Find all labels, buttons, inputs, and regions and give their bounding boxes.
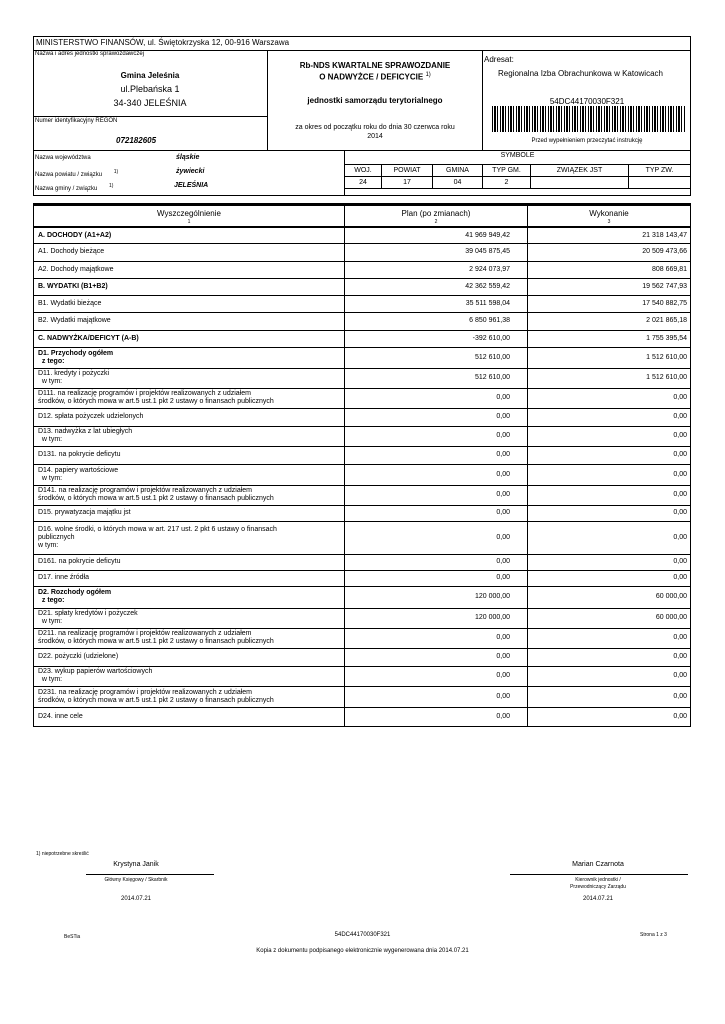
row-label-line: A2. Dochody majątkowe [38, 266, 114, 273]
table-row [34, 686, 690, 707]
symbol-header: WOJ. [345, 165, 382, 177]
row-label-line: A1. Dochody bieżące [38, 248, 105, 255]
report-year: 2014 [367, 133, 383, 140]
row-label-line: D15. prywatyzacja majątku jst [38, 509, 131, 516]
row-exec-value: 20 509 473,66 [642, 248, 687, 255]
row-label-line: D161. na pokrycie deficytu [38, 558, 121, 565]
table-row [34, 426, 690, 446]
divider [33, 150, 691, 151]
pow-label-text: Nazwa powiatu / związku [35, 172, 103, 178]
table-bottom [33, 726, 691, 727]
report-period: za okres od początku roku do dnia 30 czerwca roku [295, 124, 455, 131]
row-label-line: B. WYDATKI (B1+B2) [38, 283, 108, 290]
row-exec-value: 0,00 [673, 713, 687, 720]
table-row [34, 464, 690, 485]
footnote-mark: 1) [425, 72, 431, 78]
row-label-line: D12. spłata pożyczek udzielonych [38, 413, 144, 420]
signature-line-2 [510, 874, 688, 875]
instruction-note: Przed wypełnieniem przeczytać instrukcję [531, 138, 643, 144]
signature-role-1: Główny Księgowy / Skarbnik [104, 877, 168, 883]
footnote-mark: 1) [113, 169, 119, 175]
table-row [34, 485, 690, 505]
row-label [38, 713, 338, 721]
footer-copy-note: Kopia z dokumentu podpisanego elektronicznie wygenerowana dnia 2014.07.21 [256, 948, 469, 954]
row-label-line: D22. pożyczki (udzielone) [38, 653, 119, 660]
row-label [38, 589, 338, 605]
row-label-line: D14. papiery wartościowe [38, 467, 119, 474]
row-label-line: środków, o których mowa w art.5 ust.1 pkt 2 ustawy o finansach publicznych [38, 638, 274, 645]
table-row [34, 408, 690, 426]
row-exec-value: 1 512 610,00 [646, 354, 687, 361]
row-label-line: D11. kredyty i pożyczki [38, 370, 110, 377]
footnote-mark: 1) [109, 183, 114, 189]
footer-left: BeSTia [64, 934, 81, 940]
row-label-line: w tym: [38, 618, 63, 625]
row-label [38, 668, 338, 684]
table-row [34, 608, 690, 628]
row-exec-value: 0,00 [673, 653, 687, 660]
row-exec-value: 0,00 [673, 432, 687, 439]
divider [344, 204, 345, 726]
table-row [34, 505, 690, 521]
row-label-line: D24. inne cele [38, 713, 83, 720]
row-label [38, 610, 338, 626]
row-plan-value: 0,00 [496, 558, 510, 565]
row-plan-value: 39 045 875,45 [465, 248, 510, 255]
report-subtitle: jednostki samorządu terytorialnego [307, 96, 443, 105]
footnote: 1) niepotrzebne skreślić [36, 851, 89, 857]
row-label [38, 283, 338, 291]
table-header-top [33, 204, 691, 206]
row-label [38, 266, 338, 274]
signature-name-2: Marian Czarnota [572, 861, 624, 868]
unit-name: Gmina Jeleśnia [120, 71, 180, 80]
row-label-line: B1. Wydatki bieżące [38, 300, 102, 307]
row-plan-value: 0,00 [496, 509, 510, 516]
row-plan-value: 6 850 961,38 [469, 317, 510, 324]
row-label [38, 689, 338, 705]
symbol-value: 04 [433, 177, 483, 189]
row-exec-value: 19 562 747,93 [642, 283, 687, 290]
symbol-header: POWIAT [382, 165, 433, 177]
row-label [38, 390, 338, 406]
row-plan-value: 35 511 598,04 [465, 300, 510, 307]
table-row [34, 446, 690, 464]
row-label-line: D141. na realizację programów i projektów realizowanych z udziałem [38, 487, 252, 494]
row-label-line: D21. spłaty kredytów i pożyczek [38, 610, 138, 617]
row-plan-value: 0,00 [496, 672, 510, 679]
row-plan-value: 0,00 [496, 534, 510, 541]
row-label [38, 428, 338, 444]
row-plan-value: 42 362 559,42 [465, 283, 510, 290]
row-label [38, 413, 338, 421]
report-title: Rb-NDS KWARTALNE SPRAWOZDANIE [299, 61, 451, 70]
gm-label-text: Nazwa gminy / związku [35, 186, 98, 192]
symbol-value: 24 [345, 177, 382, 189]
row-exec-value: 21 318 143,47 [642, 232, 687, 239]
row-plan-value: -392 610,00 [472, 335, 510, 342]
row-label [38, 370, 338, 386]
row-label [38, 317, 338, 325]
row-label-line: D231. na realizację programów i projektów realizowanych z udziałem [38, 689, 252, 696]
row-exec-value: 60 000,00 [655, 593, 687, 600]
row-label [38, 300, 338, 308]
row-label-line: środków, o których mowa w art.5 ust.1 pkt 2 ustawy o finansach publicznych [38, 495, 274, 502]
signature-line-1 [86, 874, 214, 875]
row-plan-value: 0,00 [496, 574, 510, 581]
signature-date-2: 2014.07.21 [582, 896, 614, 902]
row-label [38, 653, 338, 661]
table-row [34, 521, 690, 554]
regon-value: 072182605 [116, 136, 157, 145]
row-label-line: w tym: [38, 676, 63, 683]
unit-street: ul.Plebańska 1 [120, 84, 180, 94]
symbols-table [344, 164, 691, 189]
column-header-desc: Wyszczególnienie [157, 209, 221, 218]
row-label-line: C. NADWYŻKA/DEFICYT (A-B) [38, 335, 139, 342]
row-label-line: D23. wykup papierów wartościowych [38, 668, 153, 675]
symbols-title: SYMBOLE [500, 152, 535, 159]
row-label-line: środków, o których mowa w art.5 ust.1 pkt 2 ustawy o finansach publicznych [38, 697, 274, 704]
barcode-image [492, 106, 686, 132]
row-label [38, 350, 338, 366]
gm-label [35, 183, 113, 192]
row-label [38, 335, 338, 343]
table-row [34, 261, 690, 278]
table-row [34, 628, 690, 648]
table-row [34, 347, 690, 368]
table-row [34, 243, 690, 261]
row-plan-value: 0,00 [496, 693, 510, 700]
table-row [34, 570, 690, 586]
unit-label: Nazwa i adres jednostki sprawozdawczej [35, 51, 145, 57]
row-label [38, 451, 338, 459]
row-label [38, 232, 338, 240]
table-row [34, 295, 690, 312]
column-number: 2 [434, 219, 438, 225]
report-title-2 [268, 72, 482, 82]
column-number: 1 [187, 219, 191, 225]
row-label [38, 558, 338, 566]
adresat-label: Adresat: [484, 55, 514, 64]
row-exec-value: 0,00 [673, 558, 687, 565]
row-label-line: B2. Wydatki majątkowe [38, 317, 111, 324]
row-plan-value: 0,00 [496, 713, 510, 720]
row-plan-value: 0,00 [496, 634, 510, 641]
row-exec-value: 808 669,81 [651, 266, 687, 273]
table-row [34, 368, 690, 388]
row-exec-value: 0,00 [673, 491, 687, 498]
row-exec-value: 0,00 [673, 471, 687, 478]
row-label-line: D211. na realizację programów i projektów realizowanych z udziałem [38, 630, 252, 637]
table-row [34, 648, 690, 666]
row-label-line: w tym: [38, 542, 59, 549]
symbol-value [531, 177, 629, 189]
row-exec-value: 17 540 882,75 [642, 300, 687, 307]
gm-value: JELEŚNIA [174, 182, 209, 189]
table-row [34, 707, 690, 726]
row-label-line: D17. inne źródła [38, 574, 89, 581]
row-exec-value: 0,00 [673, 451, 687, 458]
signature-role-2: Kierownik jednostki / [575, 877, 621, 883]
row-label-line: z tego: [38, 597, 65, 604]
row-label [38, 630, 338, 646]
row-plan-value: 0,00 [496, 394, 510, 401]
symbol-value: 17 [382, 177, 433, 189]
row-exec-value: 0,00 [673, 413, 687, 420]
row-label-line: środków, o których mowa w art.5 ust.1 pkt 2 ustawy o finansach publicznych [38, 398, 274, 405]
doc-code: 54DC44170030F321 [549, 97, 625, 106]
row-exec-value: 0,00 [673, 634, 687, 641]
table-row [34, 586, 690, 608]
symbol-header: ZWIĄZEK JST [531, 165, 629, 177]
row-label-line: D2. Rozchody ogółem [38, 589, 112, 596]
row-plan-value: 0,00 [496, 451, 510, 458]
row-exec-value: 1 755 395,54 [646, 335, 687, 342]
row-label-line: w tym: [38, 475, 63, 482]
footer-code: 54DC44170030F321 [334, 932, 391, 938]
row-label [38, 509, 338, 517]
symbol-header: TYP ZW. [629, 165, 691, 177]
row-exec-value: 0,00 [673, 693, 687, 700]
signature-name-1: Krystyna Janik [113, 861, 159, 868]
symbol-value [629, 177, 691, 189]
pow-value: żywiecki [176, 168, 205, 175]
regon-label: Numer identyfikacyjny REGON [35, 118, 118, 124]
signature-role-2b: Przewodniczący Zarządu [570, 884, 626, 890]
row-exec-value: 0,00 [673, 394, 687, 401]
row-label [38, 248, 338, 256]
row-exec-value: 1 512 610,00 [646, 374, 687, 381]
column-header-plan: Plan (po zmianach) [401, 209, 471, 218]
pow-label [35, 169, 118, 178]
table-row [34, 554, 690, 570]
row-label [38, 574, 338, 582]
signature-date-1: 2014.07.21 [120, 896, 152, 902]
row-plan-value: 512 610,00 [474, 374, 510, 381]
table-row [34, 388, 690, 408]
row-plan-value: 0,00 [496, 413, 510, 420]
footer-page: Strona 1 z 3 [640, 932, 667, 938]
table-row [34, 330, 690, 347]
row-exec-value: 2 021 865,18 [646, 317, 687, 324]
row-plan-value: 120 000,00 [474, 593, 510, 600]
row-exec-value: 60 000,00 [655, 614, 687, 621]
unit-city: 34-340 JELEŚNIA [113, 98, 187, 108]
row-label [38, 467, 338, 483]
row-label-line: D16. wolne środki, o których mowa w art. 217 ust. 2 pkt 6 ustawy o finansach [38, 526, 277, 533]
row-exec-value: 0,00 [673, 574, 687, 581]
column-header-exec: Wykonanie [589, 209, 629, 218]
column-number: 3 [607, 219, 611, 225]
row-plan-value: 2 924 073,97 [469, 266, 510, 273]
row-exec-value: 0,00 [673, 534, 687, 541]
divider [33, 116, 267, 117]
row-label-line: D111. na realizację programów i projektów realizowanych z udziałem [38, 390, 251, 397]
row-label-line: D131. na pokrycie deficytu [38, 451, 121, 458]
row-plan-value: 512 610,00 [474, 354, 510, 361]
table-row [34, 278, 690, 295]
divider [527, 204, 528, 726]
row-label-line: D13. nadwyżka z lat ubiegłych [38, 428, 133, 435]
table-row [34, 666, 690, 686]
row-exec-value: 0,00 [673, 672, 687, 679]
symbol-value: 2 [483, 177, 531, 189]
row-label-line: z tego: [38, 358, 65, 365]
row-label-line: D1. Przychody ogółem [38, 350, 114, 357]
table-row [34, 226, 690, 243]
row-plan-value: 41 969 949,42 [465, 232, 510, 239]
row-label-line: w tym: [38, 378, 63, 385]
row-plan-value: 0,00 [496, 471, 510, 478]
row-plan-value: 0,00 [496, 491, 510, 498]
row-label-line: A. DOCHODY (A1+A2) [38, 232, 112, 239]
symbol-header: GMINA [433, 165, 483, 177]
row-plan-value: 120 000,00 [474, 614, 510, 621]
report-title-text: O NADWYŻCE / DEFICYCIE [319, 72, 424, 82]
adresat-value: Regionalna Izba Obrachunkowa w Katowicach [498, 69, 663, 78]
row-exec-value: 0,00 [673, 509, 687, 516]
row-label-line: w tym: [38, 436, 63, 443]
row-label [38, 526, 338, 550]
row-plan-value: 0,00 [496, 653, 510, 660]
woj-value: śląskie [176, 154, 200, 161]
row-label-line: publicznych [38, 534, 75, 541]
ministry-line: MINISTERSTWO FINANSÓW, ul. Świętokrzyska 12, 00-916 Warszawa [36, 38, 290, 47]
symbol-header: TYP GM. [483, 165, 531, 177]
table-row [34, 312, 690, 330]
row-plan-value: 0,00 [496, 432, 510, 439]
woj-label: Nazwa województwa [35, 155, 91, 161]
row-label [38, 487, 338, 503]
